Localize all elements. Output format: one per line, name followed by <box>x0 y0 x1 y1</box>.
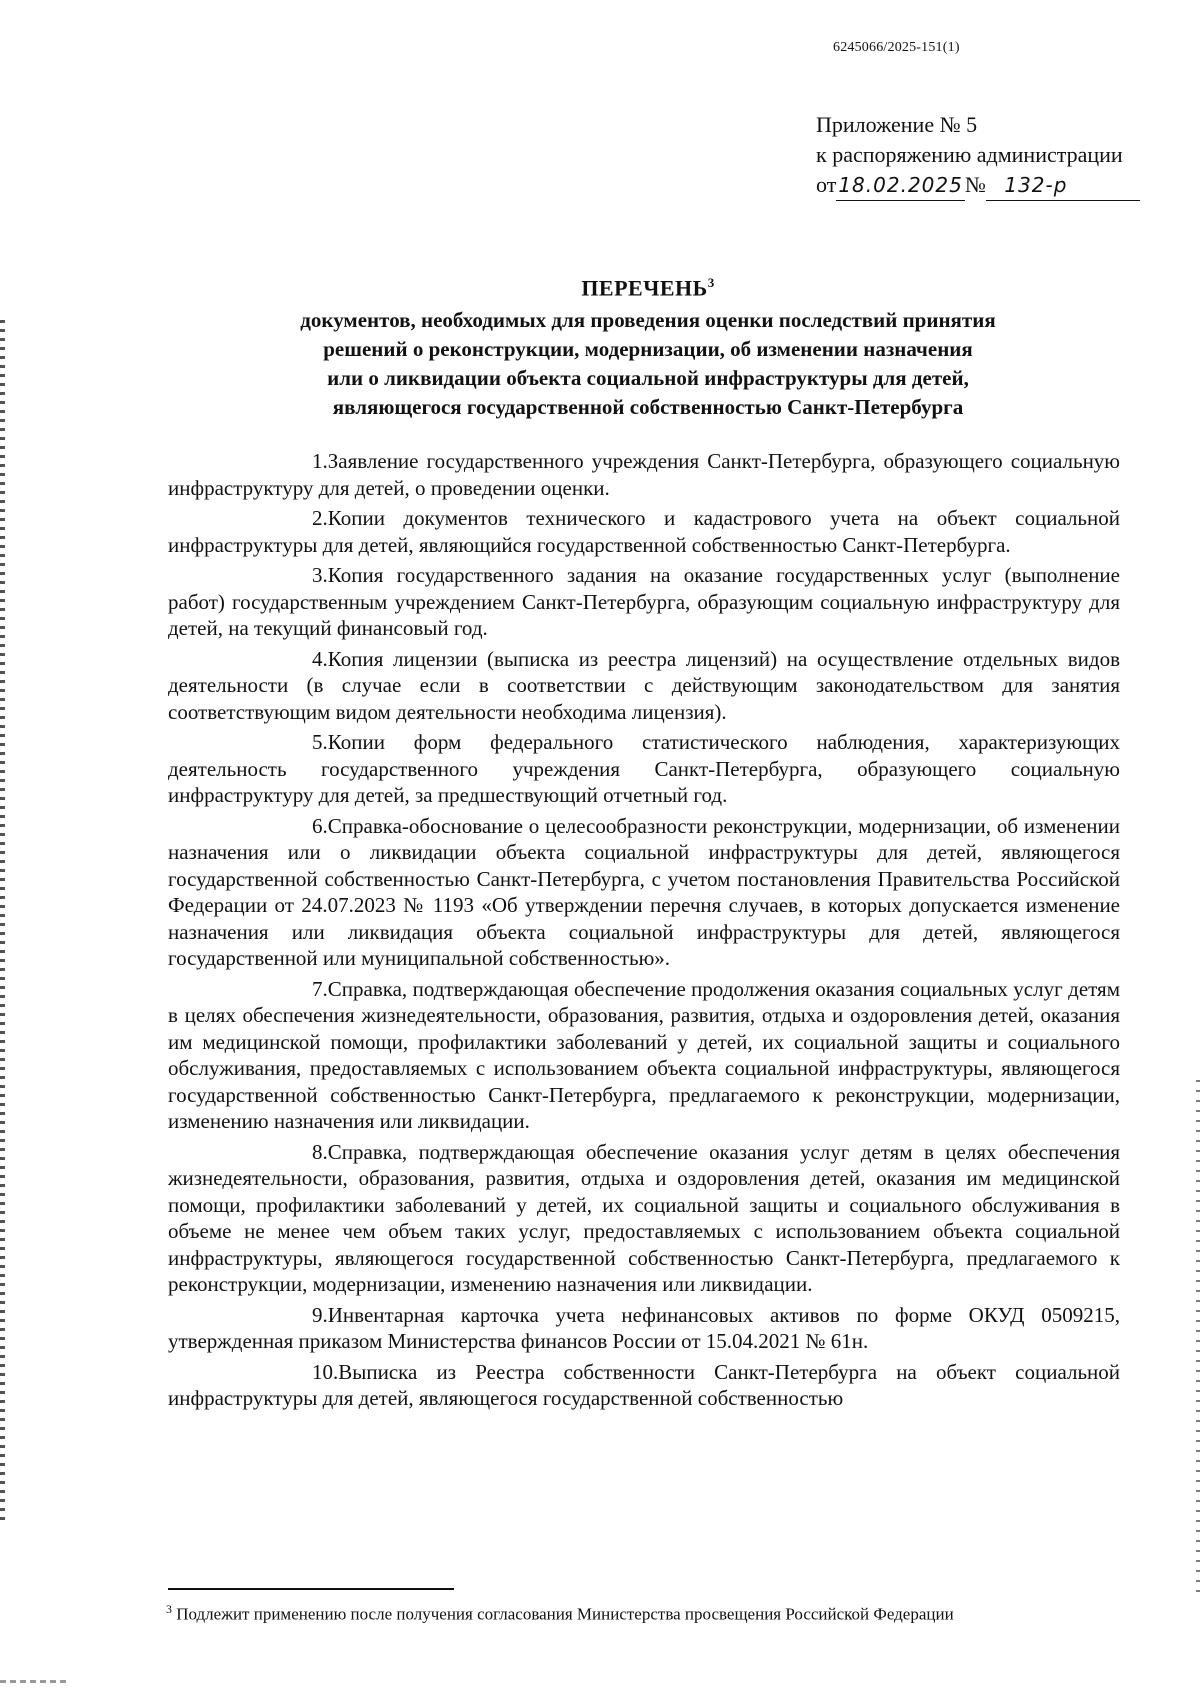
item-number: 9. <box>312 1302 328 1327</box>
item-number: 5. <box>312 730 328 754</box>
handwritten-number: 132-р <box>1004 173 1068 197</box>
scan-edge-left <box>0 320 5 1520</box>
item-number: 3. <box>312 563 328 587</box>
title-line-1: документов, необходимых для проведения оценки последствий принятия <box>300 308 996 333</box>
appendix-block <box>816 110 1140 201</box>
list-item-3 <box>168 562 1120 642</box>
appendix-line-1: Приложение № 5 <box>816 112 978 137</box>
list-item-1 <box>168 448 1120 501</box>
item-number: 7. <box>312 976 328 1001</box>
appendix-date-row <box>816 170 1140 201</box>
item-text: Копии форм федерального статистического наблюдения, характеризующих деятельность государственного учреждения Санкт-Петербурга, образующего социальную инфраструктуру для детей, за предшествующий отчетный год. <box>168 730 1120 807</box>
title-footnote-mark: 3 <box>707 275 715 290</box>
list-item-8 <box>168 1139 1120 1298</box>
item-text: Выписка из Реестра собственности Санкт-Петербурга на объект социальной инфраструктуры для детей, являющегося государственной собственностью <box>168 1359 1120 1410</box>
list-item-7 <box>168 976 1120 1135</box>
item-text: Справка-обоснование о целесообразности реконструкции, модернизации, об изменении назначения или о ликвидации объекта социальной инфраструктуры для детей, являющегося государственной собственностью Санкт-Петербурга, с учетом постановления Правительства Российской Федерации от 24.07.2023 № 1193 «Об утверждении перечня случаев, в которых допускается изменение назначения или ликвидация объекта социальной инфраструктуры для детей, являющегося государственной или муниципальной собственностью». <box>168 813 1120 970</box>
handwritten-date: 18.02.2025 <box>838 173 963 197</box>
document-title <box>168 268 1128 302</box>
list-item-10 <box>168 1359 1120 1412</box>
scan-edge-right <box>1196 1080 1200 1600</box>
item-text: Копии документов технического и кадастрового учета на объект социальной инфраструктуры для детей, являющийся государственной собственностью Санкт-Петербурга. <box>168 506 1120 557</box>
item-text: Справка, подтверждающая обеспечение оказания услуг детям в целях обеспечения жизнедеятельности, образования, развития, отдыха и оздоровления детей, оказания им медицинской помощи, профилактики заболеваний у детей, их социальной защиты и социального обслуживания в объеме не менее чем объем таких услуг, предоставляемых с использованием объекта социальной инфраструктуры, являющегося государственной собственностью Санкт-Петербурга, предлагаемого к реконструкции, модернизации, изменению назначения или ликвидации. <box>168 1139 1120 1296</box>
item-text: Инвентарная карточка учета нефинансовых активов по форме ОКУД 0509215, утвержденная приказом Министерства финансов России от 15.04.2021 № 61н. <box>168 1302 1120 1353</box>
footnote <box>166 1602 954 1625</box>
item-number: 1. <box>312 449 328 473</box>
date-field <box>836 170 965 201</box>
title-line-2: решений о реконструкции, модернизации, об изменении назначения <box>323 337 973 362</box>
item-number: 6. <box>312 813 328 838</box>
title-block <box>168 268 1128 422</box>
item-text: Копия лицензии (выписка из реестра лицензий) на осуществление отдельных видов деятельности (в случае если в соответствии с действующим законодательством для занятия соответствующим видом деятельности необходима лицензия). <box>168 646 1120 724</box>
title-line-4: являющегося государственной собственностью Санкт-Петербурга <box>332 395 964 420</box>
footnote-divider <box>168 1588 454 1590</box>
document-number: 6245066/2025-151(1) <box>833 40 960 55</box>
document-body <box>168 448 1120 1416</box>
list-item-6 <box>168 813 1120 972</box>
footnote-mark: 3 <box>166 1602 172 1616</box>
item-number: 2. <box>312 506 328 530</box>
list-item-4 <box>168 646 1120 726</box>
from-label: от <box>816 172 837 197</box>
footnote-text: Подлежит применению после получения согласования Министерства просвещения Российской Федерации <box>176 1604 954 1624</box>
title-main: ПЕРЕЧЕНЬ <box>581 275 708 301</box>
title-line-3: или о ликвидации объекта социальной инфраструктуры для детей, <box>327 366 969 391</box>
item-number: 8. <box>312 1139 328 1164</box>
item-text: Справка, подтверждающая обеспечение продолжения оказания социальных услуг детям в целях обеспечения жизнедеятельности, образования, развития, отдыха и оздоровления детей, оказания им медицинской помощи, профилактики заболеваний у детей, их социальной защиты и социального обслуживания, предоставляемых с использованием объекта социальной инфраструктуры, являющегося государственной собственностью Санкт-Петербурга, предлагаемого к реконструкции, модернизации, изменению назначения или ликвидации. <box>168 976 1120 1133</box>
scan-edge-bottom <box>0 1680 70 1683</box>
number-field <box>986 170 1140 201</box>
number-label: № <box>964 172 986 197</box>
list-item-2 <box>168 505 1120 558</box>
item-number: 10. <box>312 1359 339 1384</box>
item-number: 4. <box>312 646 328 671</box>
item-text: Копия государственного задания на оказание государственных услуг (выполнение работ) государственным учреждением Санкт-Петербурга, образующим социальную инфраструктуру для детей, на текущий финансовый год. <box>168 563 1120 640</box>
appendix-line-2: к распоряжению администрации <box>816 142 1123 167</box>
list-item-5 <box>168 729 1120 809</box>
list-item-9 <box>168 1302 1120 1355</box>
item-text: Заявление государственного учреждения Санкт-Петербурга, образующего социальную инфраструктуру для детей, о проведении оценки. <box>168 449 1120 500</box>
